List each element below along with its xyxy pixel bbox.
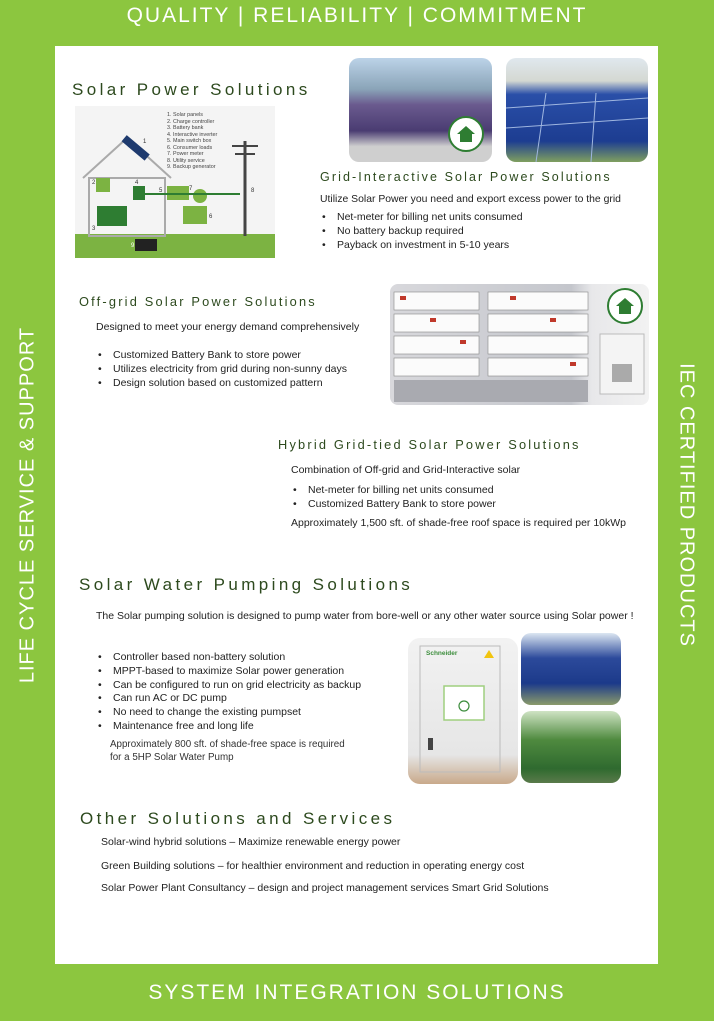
pumping-note-line-1: Approximately 800 sft. of shade-free space is required bbox=[110, 739, 345, 750]
solar-power-title: Solar Power Solutions bbox=[72, 80, 311, 99]
legend-item: 4. Interactive inverter bbox=[167, 131, 218, 138]
list-item: • Net-meter for billing net units consumed bbox=[291, 484, 496, 498]
hybrid-list bbox=[291, 484, 496, 512]
content-panel bbox=[55, 46, 658, 964]
diagram-num-1: 1 bbox=[143, 139, 147, 145]
list-item: • Payback on investment in 5-10 years bbox=[320, 239, 523, 253]
diagram-num-3: 3 bbox=[92, 226, 96, 232]
controller-brand-label: Schneider bbox=[426, 650, 458, 657]
legend-item: 8. Utility service bbox=[167, 157, 205, 164]
other-title: Other Solutions and Services bbox=[80, 809, 396, 828]
green-home-badge-icon bbox=[448, 116, 484, 152]
list-item: • No battery backup required bbox=[320, 225, 523, 239]
off-grid-title: Off-grid Solar Power Solutions bbox=[79, 294, 317, 309]
battery-bank-photo bbox=[390, 284, 649, 405]
pumping-note-line-2: for a 5HP Solar Water Pump bbox=[110, 752, 234, 763]
hybrid-title: Hybrid Grid-tied Solar Power Solutions bbox=[278, 437, 581, 452]
pumping-title: Solar Water Pumping Solutions bbox=[79, 575, 414, 594]
pumping-list bbox=[96, 651, 361, 734]
right-side-banner: IEC CERTIFIED PRODUCTS bbox=[675, 363, 698, 647]
left-side-banner: LIFE CYCLE SERVICE & SUPPORT bbox=[16, 326, 39, 684]
list-item: • Maintenance free and long life bbox=[96, 720, 361, 734]
grid-interactive-list bbox=[320, 211, 523, 252]
pump-solar-panel-photo bbox=[521, 633, 621, 705]
other-item: Solar-wind hybrid solutions – Maximize renewable energy power bbox=[101, 836, 401, 848]
list-item: • Can run AC or DC pump bbox=[96, 692, 361, 706]
diagram-num-6: 6 bbox=[209, 214, 213, 220]
grid-interactive-intro: Utilize Solar Power you need and export excess power to the grid bbox=[320, 194, 621, 205]
other-item: Green Building solutions – for healthier environment and reduction in operating energy cost bbox=[101, 860, 525, 872]
rooftop-solar-photo-2 bbox=[506, 58, 648, 162]
legend-item: 9. Backup generator bbox=[167, 164, 216, 170]
solar-system-diagram bbox=[75, 106, 275, 258]
legend-item: 2. Charge controller bbox=[167, 118, 215, 125]
list-item: • Utilizes electricity from grid during non-sunny days bbox=[96, 363, 347, 377]
legend-item: 5. Main switch box bbox=[167, 138, 212, 144]
hybrid-note: Approximately 1,500 sft. of shade-free roof space is required per 10kWp bbox=[291, 517, 627, 529]
pumping-intro: The Solar pumping solution is designed to pump water from bore-well or any other water source using Solar power ! bbox=[96, 610, 634, 622]
diagram-num-5: 5 bbox=[159, 188, 163, 194]
rooftop-solar-photo-1 bbox=[349, 58, 492, 162]
off-grid-intro: Designed to meet your energy demand comprehensively bbox=[96, 321, 360, 333]
pump-field-photo bbox=[521, 711, 621, 783]
hybrid-intro: Combination of Off-grid and Grid-Interactive solar bbox=[291, 464, 521, 476]
top-banner: QUALITY | RELIABILITY | COMMITMENT bbox=[126, 4, 588, 27]
diagram-num-9: 9 bbox=[131, 243, 135, 249]
list-item: • Design solution based on customized pattern bbox=[96, 377, 347, 391]
list-item: • Customized Battery Bank to store power bbox=[291, 498, 496, 512]
bottom-banner: SYSTEM INTEGRATION SOLUTIONS bbox=[148, 981, 566, 1004]
pump-controller-photo bbox=[408, 638, 518, 784]
diagram-num-7: 7 bbox=[189, 186, 193, 192]
diagram-num-4: 4 bbox=[135, 180, 139, 186]
list-item: • Net-meter for billing net units consumed bbox=[320, 211, 523, 225]
diagram-num-2: 2 bbox=[92, 180, 96, 186]
legend-item: 1. Solar panels bbox=[167, 112, 203, 118]
green-home-badge-icon bbox=[607, 288, 643, 324]
list-item: • Controller based non-battery solution bbox=[96, 651, 361, 665]
list-item: • MPPT-based to maximize Solar power generation bbox=[96, 665, 361, 679]
legend-item: 7. Power meter bbox=[167, 151, 204, 157]
list-item: • Can be configured to run on grid electricity as backup bbox=[96, 679, 361, 693]
legend-item: 6. Consumer loads bbox=[167, 144, 213, 151]
diagram-num-8: 8 bbox=[251, 188, 255, 194]
off-grid-list bbox=[96, 349, 347, 390]
other-item: Solar Power Plant Consultancy – design and project management services Smart Grid Solutions bbox=[101, 882, 549, 894]
list-item: • Customized Battery Bank to store power bbox=[96, 349, 347, 363]
diagram-legend bbox=[167, 112, 217, 171]
list-item: • No need to change the existing pumpset bbox=[96, 706, 361, 720]
legend-item: 3. Battery bank bbox=[167, 125, 204, 131]
grid-interactive-title: Grid-Interactive Solar Power Solutions bbox=[320, 170, 612, 184]
pumping-note bbox=[110, 738, 345, 764]
